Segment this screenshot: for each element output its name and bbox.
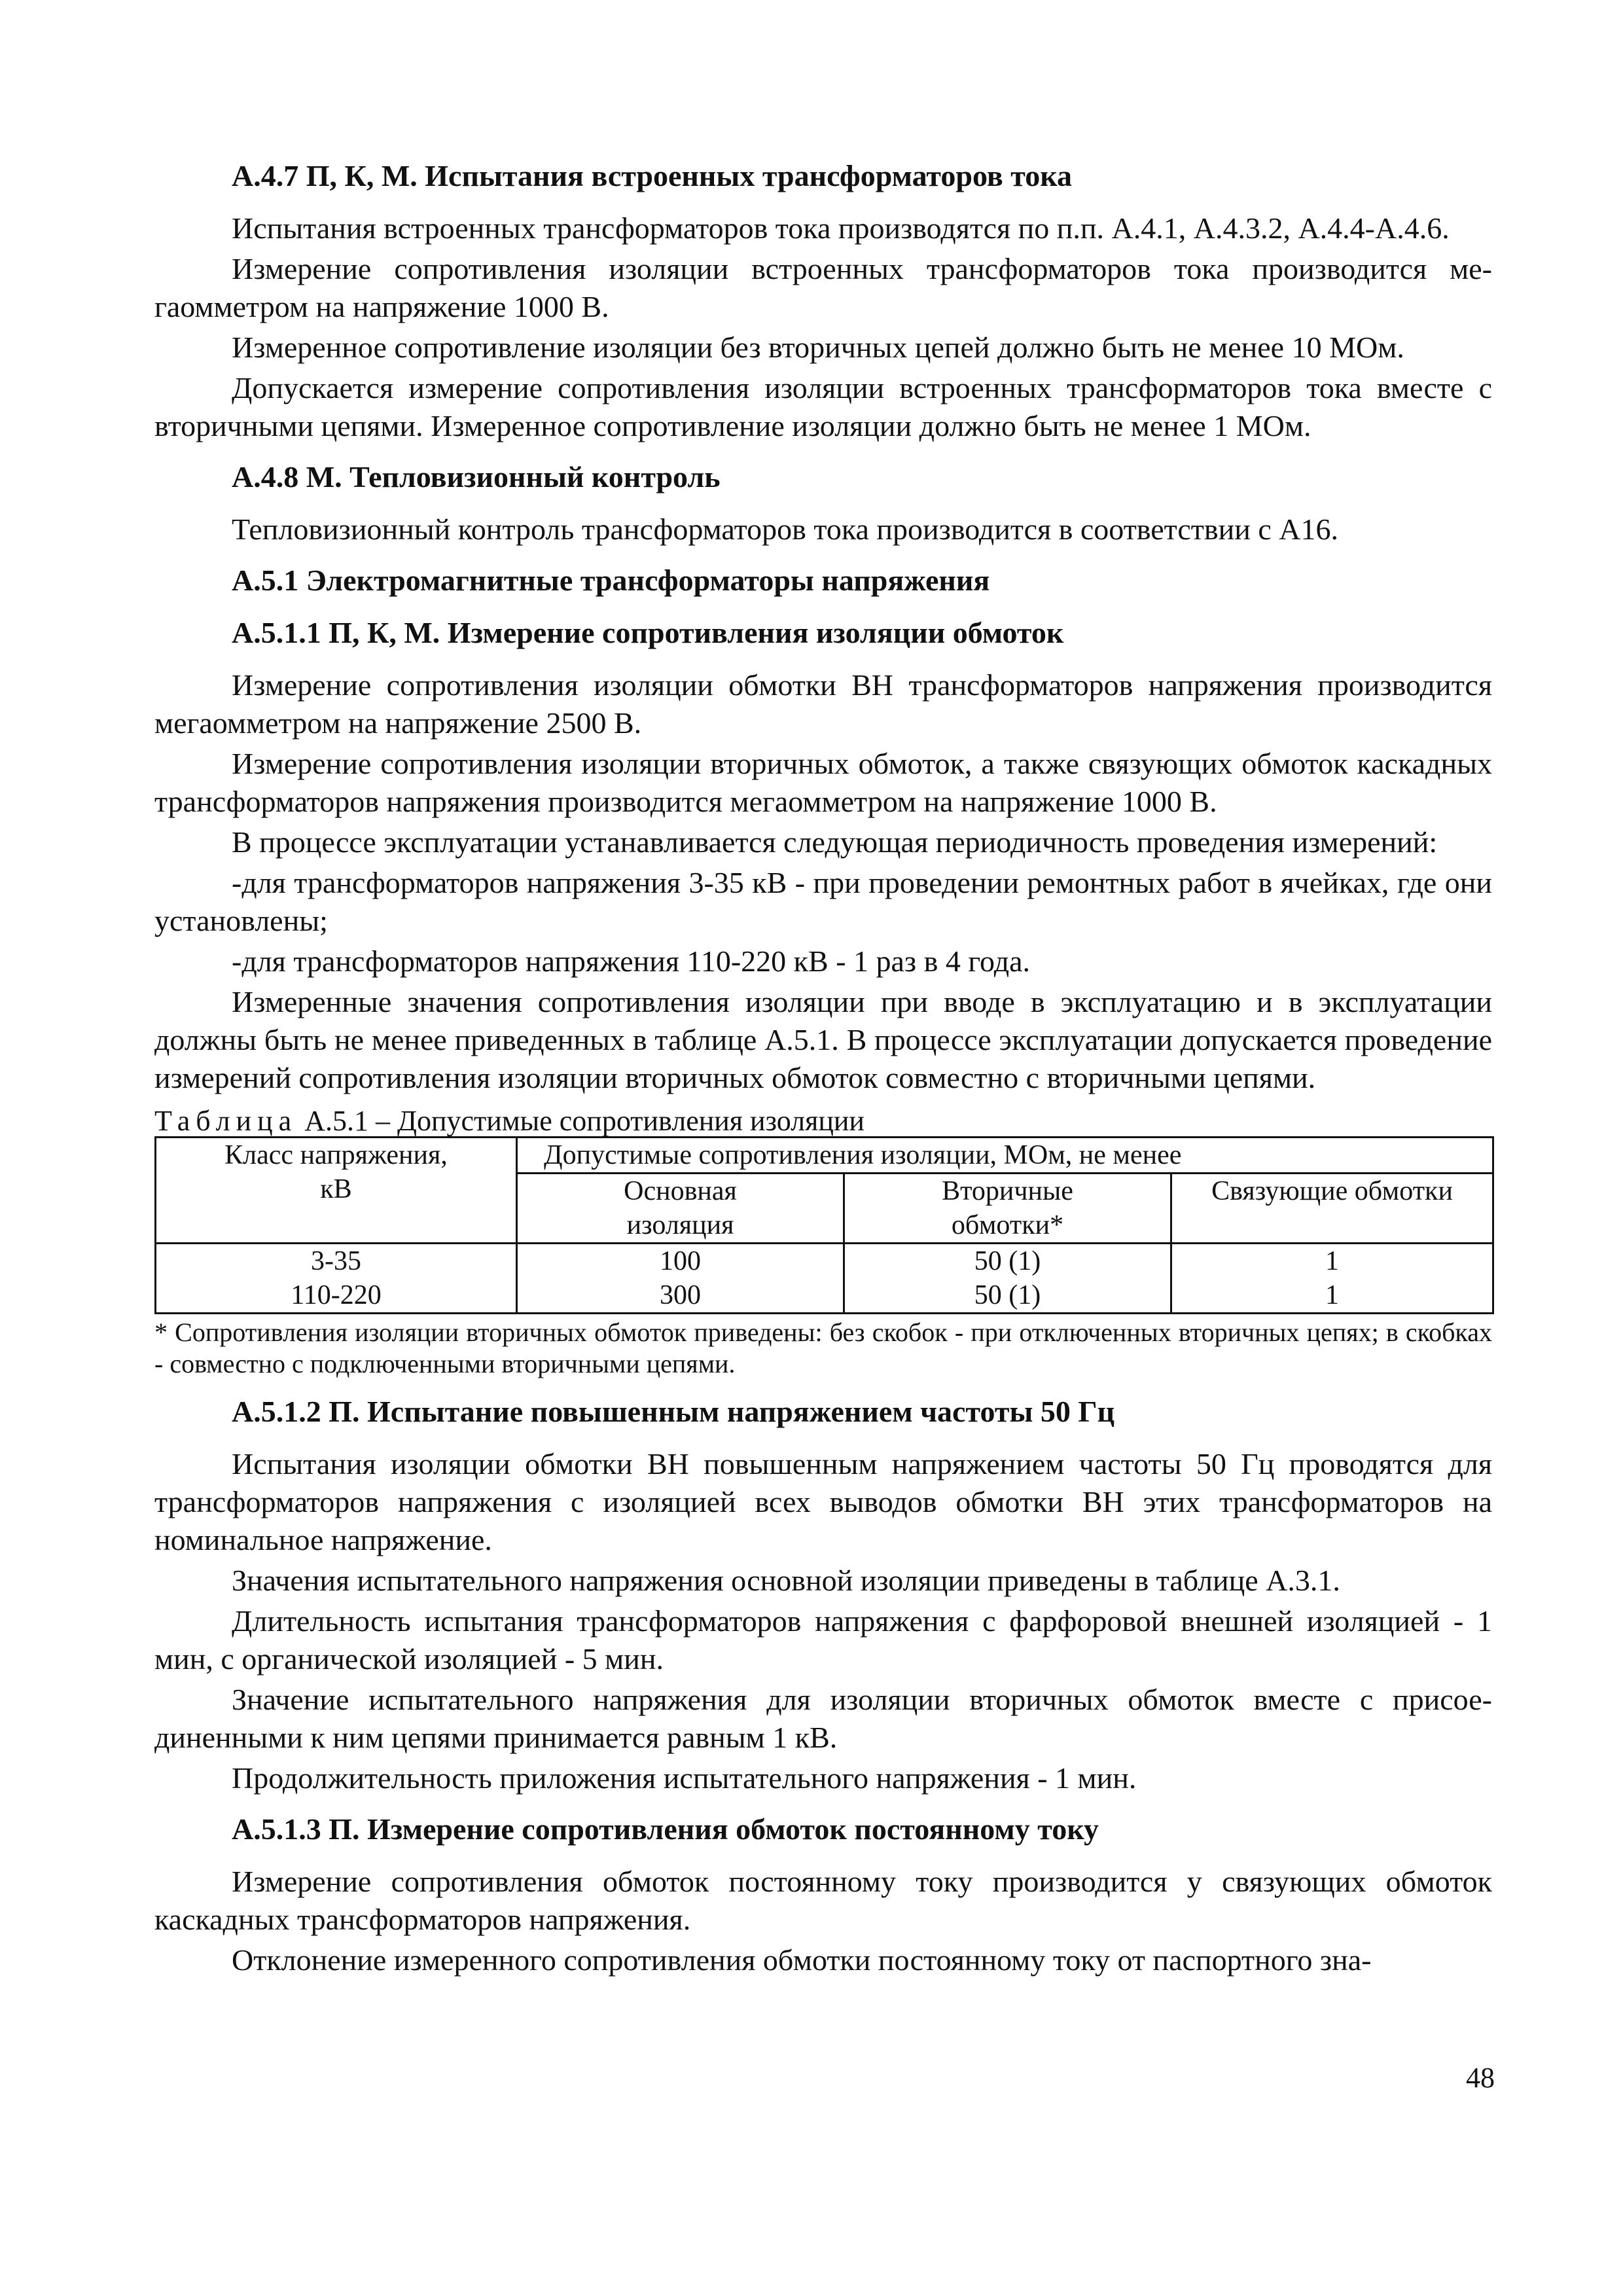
cell-main: 300 bbox=[517, 1278, 844, 1314]
cell-secondary: 50 (1) bbox=[844, 1278, 1171, 1314]
table-footnote: * Сопротивления изоляции вторичных обмоток приведены: без скобок - при отключенных вторичных цепях; в скобках - совместно с подключенными вторичными цепями. bbox=[154, 1318, 1492, 1378]
paragraph: -для трансформаторов напряжения 110-220 кВ - 1 раз в 4 года. bbox=[232, 944, 1031, 978]
paragraph: Измерение сопротивления изоляции вторичных обмоток, а также связующих обмоток каскадных трансформаторов напряжения производится мегаомметром на напряжение 1000 В. bbox=[154, 747, 1492, 818]
paragraph: -для трансформаторов напряжения 3-35 кВ - при проведении ремонтных работ в ячейках, где они установлены; bbox=[154, 866, 1492, 937]
header-group: Допустимые сопротивления изоляции, МОм, не менее bbox=[517, 1138, 1493, 1174]
header-voltage-class: Класс напряжения, кВ bbox=[156, 1138, 517, 1244]
paragraph: Измерение сопротивления изоляции обмотки ВН трансформаторов напряжения производится мегаомметром на напряжение 2500 В. bbox=[154, 668, 1492, 740]
paragraph: Длительность испытания трансформаторов напряжения с фарфоровой внешней изоляцией - 1 мин, с органической изоляцией - 5 мин. bbox=[154, 1604, 1492, 1676]
paragraph: Измеренные значения сопротивления изоляции при вводе в эксплуатацию и в эксплуатации должны быть не менее приведенных в таблице А.5.1. В процессе эксплуатации допускается проведение измерений сопротивления изоляции вторичных обмоток совместно с вторичными цепями. bbox=[154, 985, 1492, 1094]
cell-coupling: 1 bbox=[1171, 1278, 1493, 1314]
heading-a-5-1-1: А.5.1.1 П, К, М. Измерение сопротивления изоляции обмоток bbox=[232, 616, 1064, 649]
paragraph: Измерение сопротивления обмоток постоянному току производится у связующих обмоток каскадных трансформаторов напряжения. bbox=[154, 1865, 1492, 1936]
paragraph: Значения испытательного напряжения основной изоляции приведены в таблице А.3.1. bbox=[232, 1564, 1340, 1597]
header-secondary-windings: Вторичные обмотки* bbox=[844, 1174, 1171, 1244]
paragraph: Отклонение измеренного сопротивления обмотки постоянному току от паспортного зна- bbox=[232, 1943, 1372, 1977]
table-caption bbox=[154, 1106, 1492, 1136]
heading-a-5-1-2: А.5.1.2 П. Испытание повышенным напряжением частоты 50 Гц bbox=[232, 1395, 1115, 1428]
paragraph: Тепловизионный контроль трансформаторов тока производится в соответствии с А16. bbox=[232, 512, 1338, 546]
heading-a-4-7: А.4.7 П, К, М. Испытания встроенных трансформаторов тока bbox=[232, 159, 1073, 192]
table-caption-title: А.5.1 – Допустимые сопротивления изоляции bbox=[297, 1105, 865, 1137]
cell-secondary: 50 (1) bbox=[844, 1244, 1171, 1279]
paragraph: Испытания встроенных трансформаторов тока производятся по п.п. А.4.1, А.4.3.2, А.4.4-А.4.6. bbox=[232, 211, 1450, 245]
paragraph: Значение испытательного напряжения для изоляции вторичных обмоток вместе с присоединенными к ним цепями принимается равным 1 кВ. bbox=[154, 1683, 1492, 1754]
table-caption-prefix: Таблица bbox=[154, 1105, 298, 1137]
cell-voltage-class: 3-35 bbox=[156, 1244, 517, 1279]
paragraph: Измерение сопротивления изоляции встроенных трансформаторов тока производится мегаомметром на напряжение 1000 В. bbox=[154, 252, 1492, 323]
heading-a-5-1-3: А.5.1.3 П. Измерение сопротивления обмоток постоянному току bbox=[232, 1812, 1099, 1846]
paragraph: Измеренное сопротивление изоляции без вторичных цепей должно быть не менее 10 МОм. bbox=[232, 331, 1404, 364]
cell-main: 100 bbox=[517, 1244, 844, 1279]
table-header-row bbox=[156, 1138, 1493, 1174]
paragraph: В процессе эксплуатации устанавливается следующая периодичность проведения измерений: bbox=[232, 825, 1438, 859]
table-row bbox=[156, 1278, 1493, 1314]
page-number: 48 bbox=[1466, 2062, 1495, 2094]
page-content bbox=[154, 157, 1492, 1982]
insulation-resistance-table bbox=[154, 1136, 1494, 1314]
heading-a-4-8: А.4.8 М. Тепловизионный контроль bbox=[232, 460, 721, 493]
cell-voltage-class: 110-220 bbox=[156, 1278, 517, 1314]
cell-coupling: 1 bbox=[1171, 1244, 1493, 1279]
paragraph: Продолжительность приложения испытательного напряжения - 1 мин. bbox=[232, 1761, 1137, 1795]
paragraph: Испытания изоляции обмотки ВН повышенным напряжением частоты 50 Гц проводятся для трансформаторов напряжения с изоляцией всех выводов обмотки ВН этих трансформаторов на номинальное напряжение. bbox=[154, 1447, 1492, 1556]
paragraph: Допускается измерение сопротивления изоляции встроенных трансформаторов тока вместе с вторичными цепями. Измеренное сопротивление изоляции должно быть не менее 1 МОм. bbox=[154, 371, 1492, 442]
heading-a-5-1: А.5.1 Электромагнитные трансформаторы напряжения bbox=[232, 564, 990, 597]
table-row bbox=[156, 1244, 1493, 1279]
header-coupling-windings: Связующие обмотки bbox=[1171, 1174, 1493, 1244]
header-main-insulation: Основная изоляция bbox=[517, 1174, 844, 1244]
